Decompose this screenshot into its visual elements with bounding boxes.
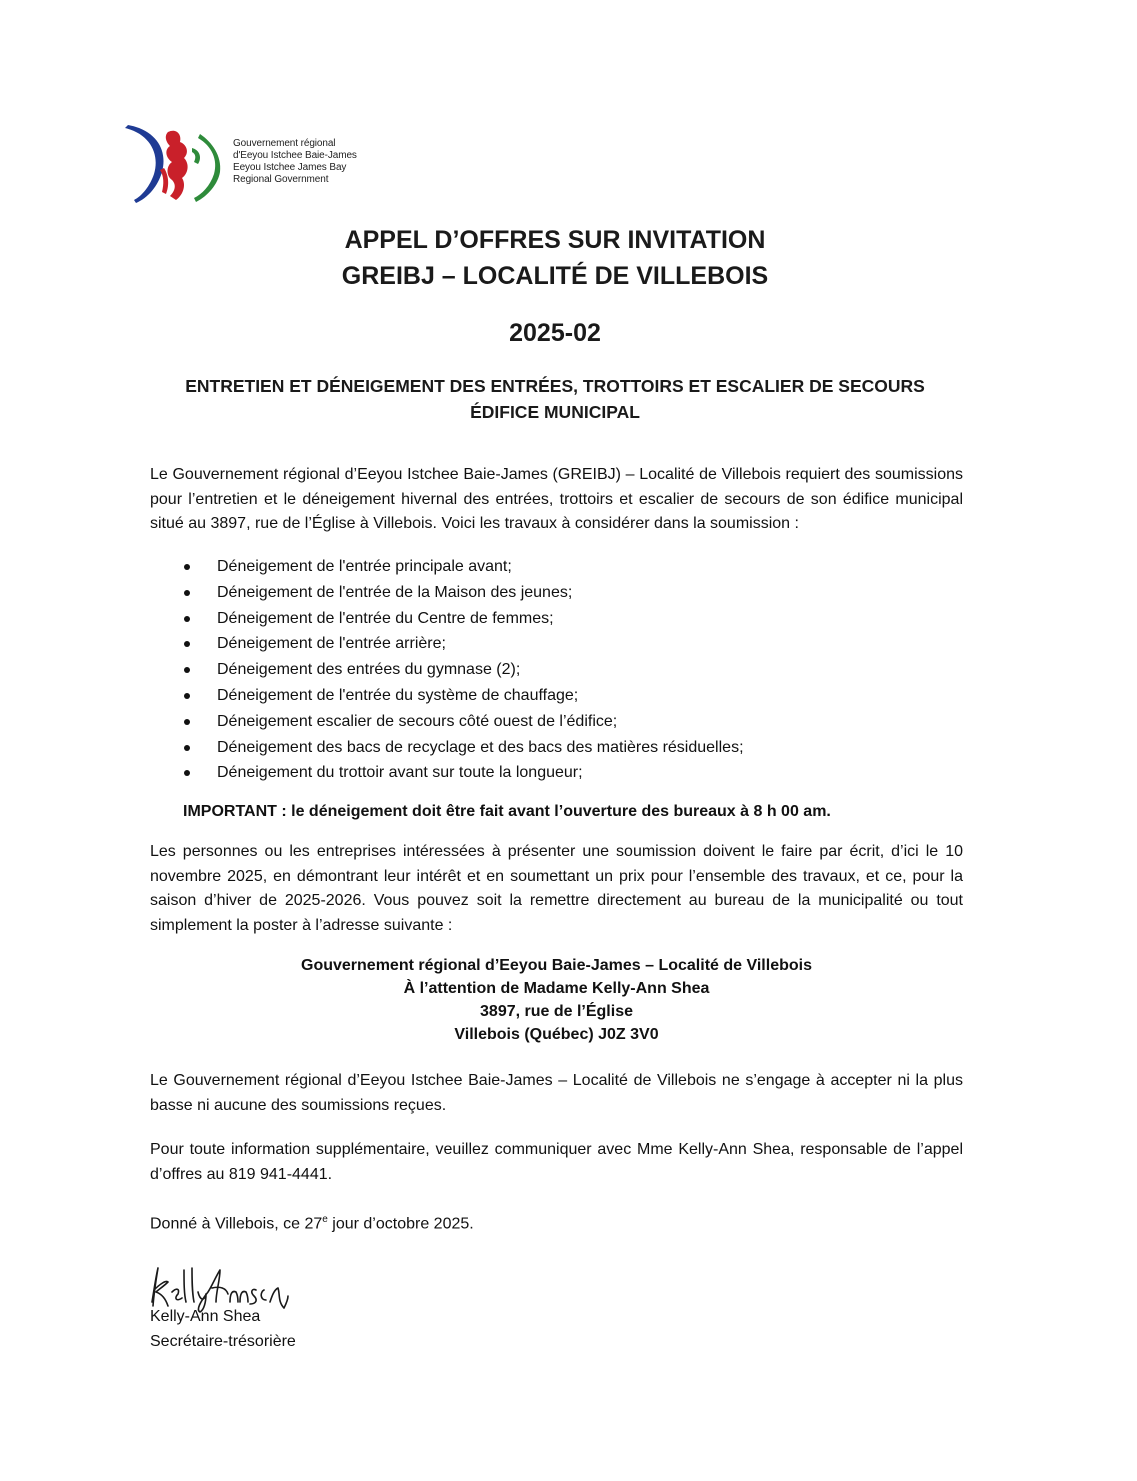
date-suffix: jour d’octobre 2025.	[327, 1215, 474, 1233]
list-item	[180, 683, 980, 709]
bullet-icon	[184, 667, 190, 673]
list-item-text: Déneigement de l'entrée de la Maison des jeunes;	[217, 583, 573, 601]
list-item-text: Déneigement des bacs de recyclage et des bacs des matières résiduelles;	[217, 738, 744, 756]
list-item-text: Déneigement de l'entrée du système de chauffage;	[217, 686, 579, 704]
submission-paragraph: Les personnes ou les entreprises intéressées à présenter une soumission doivent le faire par écrit, d’ici le 10 novembre 2025, en démontrant leur intérêt et en soumettant un prix pour l’ensemble des travaux, et ce, pour la saison d’hiver de 2025-2026. Vous pouvez soit la remettre directement au bureau de la municipalité ou tout simplement la poster à l’adresse suivante :	[150, 843, 963, 934]
signatory-role: Secrétaire-trésorière	[150, 1333, 296, 1350]
logo-line: Regional Government	[233, 174, 329, 185]
list-item	[180, 631, 980, 657]
bullet-icon	[184, 641, 190, 647]
list-item-text: Déneigement de l'entrée principale avant;	[217, 558, 512, 575]
contact-paragraph: Pour toute information supplémentaire, veuillez communiquer avec Mme Kelly-Ann Shea, responsable de l’appel d’offres au 819 941-4441.	[150, 1141, 963, 1183]
bullet-icon	[184, 719, 190, 725]
important-note: IMPORTANT : le déneigement doit être fait avant l’ouverture des bureaux à 8 h 00 am.	[183, 803, 831, 820]
issue-date	[150, 1208, 963, 1237]
bullet-icon	[184, 745, 190, 751]
list-item-text: Déneigement de l'entrée du Centre de femmes;	[217, 609, 554, 627]
bullet-icon	[184, 590, 190, 596]
subtitle-line-2: ÉDIFICE MUNICIPAL	[470, 402, 640, 422]
date-superscript: e	[322, 1214, 328, 1225]
list-item	[180, 657, 980, 683]
document-title	[0, 222, 1110, 294]
list-item	[180, 735, 980, 761]
signatory	[150, 1304, 296, 1354]
date-prefix: Donné à Villebois, ce 27	[150, 1215, 323, 1233]
list-item-text: Déneigement escalier de secours côté ouest de l’édifice;	[217, 712, 618, 730]
bullet-icon	[184, 770, 190, 776]
list-item-text: Déneigement du trottoir avant sur toute la longueur;	[217, 764, 583, 782]
address-line: Villebois (Québec) J0Z 3V0	[454, 1026, 659, 1043]
title-line-1: APPEL D’OFFRES SUR INVITATION	[344, 226, 766, 254]
address-line: 3897, rue de l’Église	[480, 1003, 633, 1020]
disclaimer-paragraph: Le Gouvernement régional d’Eeyou Istchee Baie-James – Localité de Villebois ne s’engage à accepter ni la plus basse ni aucune des soumissions reçues.	[150, 1072, 963, 1114]
document-subtitle	[0, 373, 1110, 425]
title-line-2: GREIBJ – LOCALITÉ DE VILLEBOIS	[341, 262, 769, 290]
intro-paragraph: Le Gouvernement régional d’Eeyou Istchee Baie-James (GREIBJ) – Localité de Villebois requiert des soumissions pour l’entretien et le déneigement hivernal des entrées, trottoirs et escalier de secours de son édifice municipal situé au 3897, rue de l’Église à Villebois. Voici les travaux à considérer dans la soumission :	[150, 466, 963, 532]
logo-line: Gouvernement régional	[233, 138, 336, 149]
work-list	[180, 554, 980, 786]
list-item	[180, 580, 980, 606]
regional-government-logo	[120, 124, 230, 206]
mailing-address	[150, 954, 963, 1046]
logo-line: d'Eeyou Istchee Baie-James	[233, 150, 357, 161]
list-item-text: Déneigement de l'entrée arrière;	[217, 635, 446, 653]
subtitle-line-1: ENTRETIEN ET DÉNEIGEMENT DES ENTRÉES, TROTTOIRS ET ESCALIER DE SECOURS	[185, 376, 925, 396]
address-line: Gouvernement régional d’Eeyou Baie-James – Localité de Villebois	[301, 957, 812, 974]
list-item-text: Déneigement des entrées du gymnase (2);	[217, 661, 521, 679]
bullet-icon	[184, 693, 190, 699]
signatory-name: Kelly-Ann Shea	[150, 1308, 261, 1325]
bullet-icon	[184, 564, 190, 570]
tender-number: 2025-02	[509, 319, 601, 347]
logo-text	[233, 138, 357, 186]
logo-line: Eeyou Istchee James Bay	[233, 162, 347, 173]
list-item	[180, 709, 980, 735]
list-item	[180, 760, 980, 786]
bullet-icon	[184, 616, 190, 622]
list-item	[180, 554, 980, 580]
address-line: À l’attention de Madame Kelly-Ann Shea	[403, 980, 710, 997]
list-item	[180, 606, 980, 632]
